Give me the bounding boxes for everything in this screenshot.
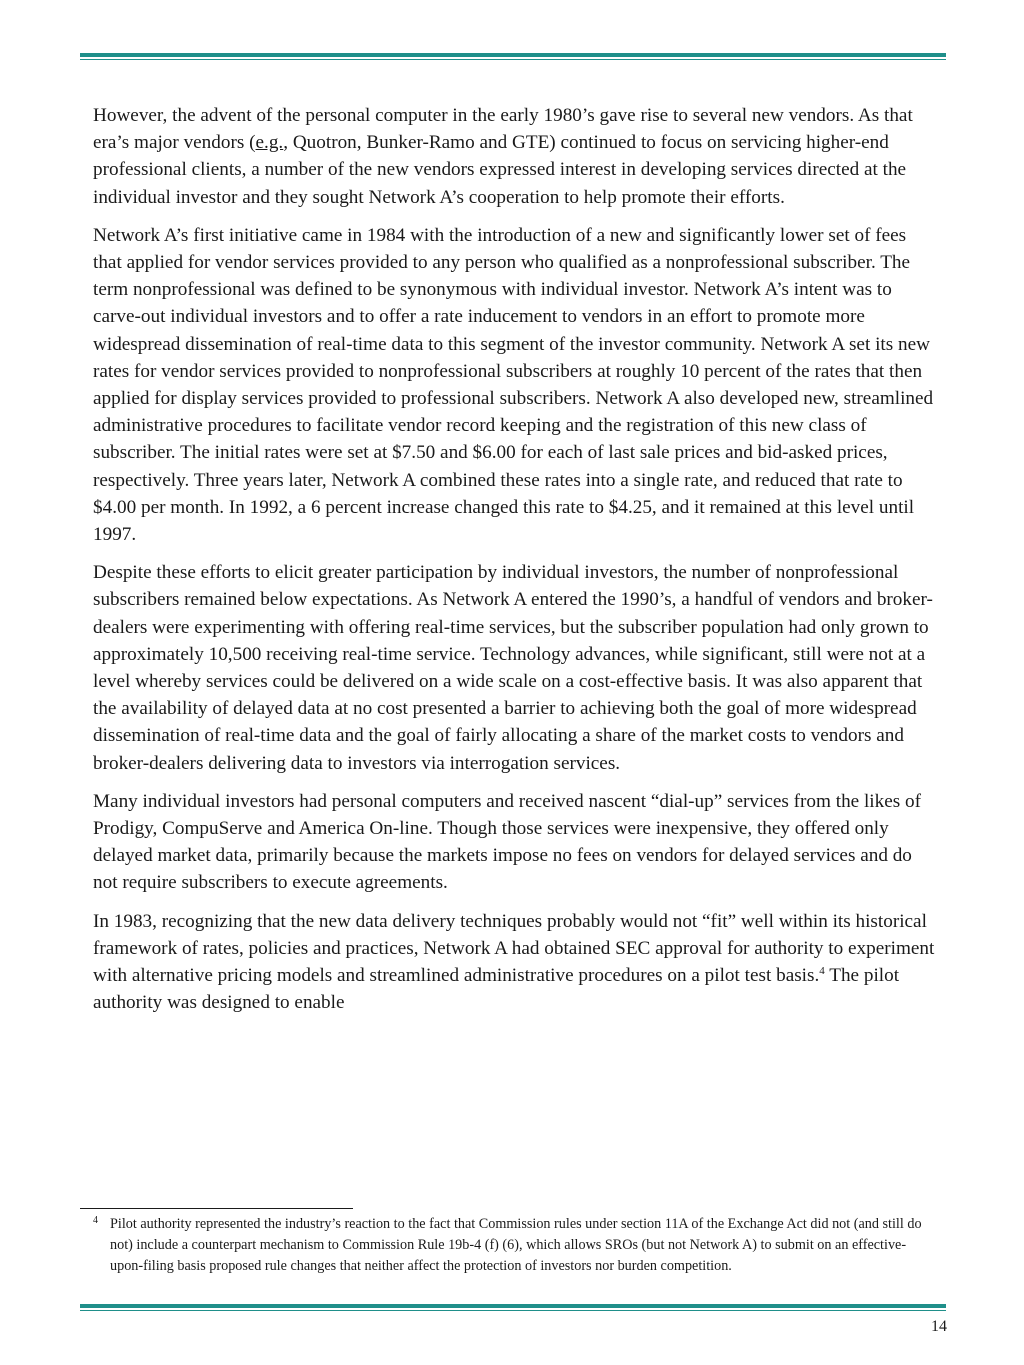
- footnote-reference[interactable]: 4: [819, 965, 825, 978]
- body-text: [93, 102, 938, 1028]
- paragraph-3: Despite these efforts to elicit greater participation by individual investors, the number of nonprofessional subscribers remained below expectations. As Network A entered the 1990’s, a handful of vendors and broker-dealers were experimenting with offering real-time services, but the subscriber population had only grown to approximately 10,500 receiving real-time service. Technology advances, while significant, still were not at a level whereby services could be delivered on a wide scale on a cost-effective basis. It was also apparent that the availability of delayed data at no cost presented a barrier to achieving both the goal of more widespread dissemination of real-time data and the goal of fairly allocating a share of the market costs to vendors and broker-dealers delivering data to investors via interrogation services.: [93, 562, 933, 774]
- footnote-number: 4: [93, 1215, 98, 1226]
- footnote-text: Pilot authority represented the industry’s reaction to the fact that Commission rules under section 11A of the Exchange Act did not (and still do not) include a counterpart mechanism to Commission Rule 19b-4 (f) (6), which allows SROs (but not Network A) to submit on an effective-upon-filing basis proposed rule changes that neither affect the protection of investors nor burden competition.: [110, 1216, 922, 1274]
- footnote-separator: [80, 1208, 353, 1209]
- paragraph-5: In 1983, recognizing that the new data delivery techniques probably would not “fit” well within its historical framework of rates, policies and practices, Network A had obtained SEC approval for authority to experiment with alternative pricing models and streamlined administrative procedures on a pilot test basis.$^4$ The pilot authority was designed to enable: [93, 910, 935, 1014]
- page-number: 14: [931, 1318, 947, 1335]
- eg-abbreviation: e.g.: [255, 132, 284, 154]
- header-rule: [80, 53, 946, 60]
- paragraph-2: Network A’s first initiative came in 1984 with the introduction of a new and significantly lower set of fees that applied for vendor services provided to any person who qualified as a nonprofessional subscriber. The term nonprofessional was defined to be synonymous with individual investor. Network A’s intent was to carve-out individual investors and to offer a rate inducement to vendors in an effort to promote more widespread dissemination of real-time data to this segment of the investor community. Network A set its new rates for vendor services provided to nonprofessional subscribers at roughly 10 percent of the rates that then applied for display services provided to professional subscribers. Network A also developed new, streamlined administrative procedures to facilitate vendor record keeping and the registration of this new class of subscriber. The initial rates were set at $7.50 and $6.00 for each of last sale prices and bid-asked prices, respectively. Three years later, Network A combined these rates into a single rate, and reduced that rate to $4.00 per month. In 1992, a 6 percent increase changed this rate to $4.25, and it remained at this level until 1997.: [93, 224, 934, 546]
- footnote: [80, 1214, 932, 1276]
- footer-rule: [80, 1304, 946, 1311]
- paragraph-1: However, the advent of the personal computer in the early 1980’s gave rise to several new vendors. As that era’s major vendors (e.g., Quotron, Bunker-Ramo and GTE) continued to focus on servicing higher-end professional clients, a number of the new vendors expressed interest in developing services directed at the individual investor and they sought Network A’s cooperation to help promote their efforts.: [93, 105, 913, 208]
- paragraph-4: Many individual investors had personal computers and received nascent “dial-up” services from the likes of Prodigy, CompuServe and America On-line. Though those services were inexpensive, they offered only delayed market data, primarily because the markets impose no fees on vendors for delayed services and do not require subscribers to execute agreements.: [93, 790, 921, 894]
